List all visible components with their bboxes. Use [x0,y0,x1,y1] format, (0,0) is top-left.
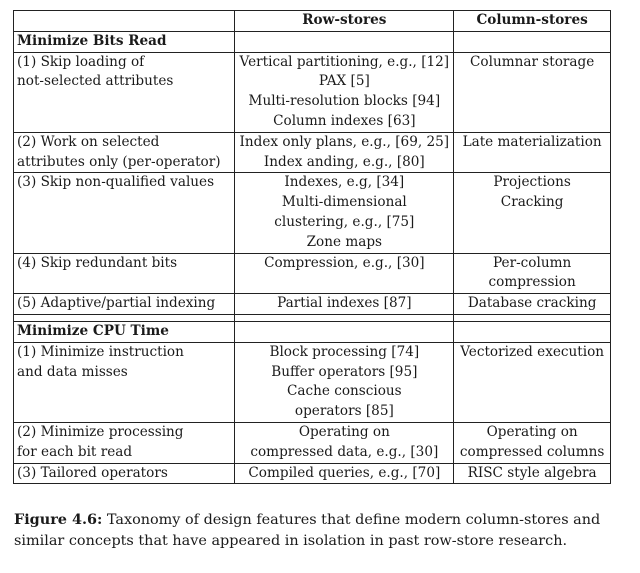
section-empty-cell [235,31,454,52]
feature-label-line: (2) Work on selected [17,133,160,150]
row-stores-cell [235,132,454,173]
column-stores-line: Per-column [493,254,572,271]
feature-label-line: and data misses [17,363,128,380]
table-header-row [14,11,611,32]
section-title: Minimize Bits Read [14,31,235,52]
column-stores-line: RISC style algebra [467,464,597,481]
column-stores-cell [454,253,611,294]
spacer-cell [235,314,454,321]
column-stores-line: Projections [493,174,571,191]
feature-label-cell [14,132,235,173]
table-row [14,132,611,173]
feature-label-line: (1) Skip loading of [17,53,145,70]
section-spacer-row [14,314,611,321]
table-row [14,463,611,484]
row-stores-line: Zone maps [306,233,383,250]
section-empty-cell [235,321,454,342]
section-title: Minimize CPU Time [14,321,235,342]
row-stores-line: Operating on [298,423,390,440]
feature-label-line: attributes only (per-operator) [17,153,221,170]
feature-label-cell [14,463,235,484]
column-stores-line: Columnar storage [470,53,595,70]
table-row [14,52,611,132]
row-stores-cell [235,422,454,463]
row-stores-cell [235,52,454,132]
feature-label-line: (4) Skip redundant bits [17,254,178,271]
row-stores-line: Buffer operators [95] [271,363,418,380]
feature-label-line: (3) Tailored operators [17,464,168,481]
row-stores-line: Index only plans, e.g., [69, 25] [239,133,450,150]
row-stores-line: Column indexes [63] [273,112,416,129]
row-stores-cell [235,342,454,422]
table-row [14,294,611,315]
row-stores-line: Cache conscious [287,383,402,400]
feature-label-cell [14,173,235,253]
feature-label-cell [14,342,235,422]
column-stores-cell [454,463,611,484]
feature-label-cell [14,52,235,132]
feature-label-cell [14,253,235,294]
row-stores-cell [235,253,454,294]
row-stores-line: Multi-dimensional [281,194,407,211]
row-stores-cell [235,294,454,315]
feature-label-line: (3) Skip non-qualified values [17,174,215,191]
taxonomy-table [13,10,611,484]
column-stores-line: Operating on [486,423,578,440]
feature-label-line: for each bit read [17,443,133,460]
feature-label-line: (5) Adaptive/partial indexing [17,295,216,312]
column-stores-line: Database cracking [467,295,597,312]
column-stores-line: Vectorized execution [460,343,605,360]
caption-text: Taxonomy of design features that define modern column-stores and similar concepts that have appeared in isolation in past row-store research. [14,512,601,549]
table-row [14,342,611,422]
feature-label-cell [14,294,235,315]
row-stores-line: Compiled queries, e.g., [70] [248,464,441,481]
column-stores-line: compression [488,274,576,291]
row-stores-cell [235,173,454,253]
column-stores-cell [454,132,611,173]
column-stores-line: Cracking [500,194,564,211]
column-stores-line: compressed columns [459,443,605,460]
table-row [14,422,611,463]
header-row-stores: Row-stores [235,11,454,32]
row-stores-line: Compression, e.g., [30] [264,254,425,271]
row-stores-line: PAX [5] [318,73,370,90]
section-empty-cell [454,321,611,342]
row-stores-line: Index anding, e.g., [80] [263,153,425,170]
row-stores-line: operators [85] [294,403,394,420]
row-stores-line: Multi-resolution blocks [94] [248,93,441,110]
column-stores-cell [454,52,611,132]
section-empty-cell [454,31,611,52]
header-column-stores: Column-stores [454,11,611,32]
column-stores-cell [454,342,611,422]
row-stores-line: clustering, e.g., [75] [274,213,415,230]
feature-label-line: not-selected attributes [17,73,174,90]
feature-label-line: (2) Minimize processing [17,423,184,440]
row-stores-line: Partial indexes [87] [277,295,412,312]
row-stores-cell [235,463,454,484]
table-row [14,173,611,253]
feature-label-line: (1) Minimize instruction [17,343,184,360]
figure-caption [14,509,614,552]
column-stores-cell [454,173,611,253]
table-row [14,253,611,294]
row-stores-line: Indexes, e.g, [34] [284,174,405,191]
row-stores-line: Block processing [74] [269,343,420,360]
column-stores-cell [454,422,611,463]
header-col1 [14,11,235,32]
spacer-cell [14,314,235,321]
spacer-cell [454,314,611,321]
row-stores-line: compressed data, e.g., [30] [250,443,439,460]
feature-label-cell [14,422,235,463]
column-stores-cell [454,294,611,315]
section-header-row [14,31,611,52]
caption-label: Figure 4.6: [14,511,103,528]
column-stores-line: Late materialization [462,133,602,150]
section-header-row [14,321,611,342]
row-stores-line: Vertical partitioning, e.g., [12] [239,53,450,70]
